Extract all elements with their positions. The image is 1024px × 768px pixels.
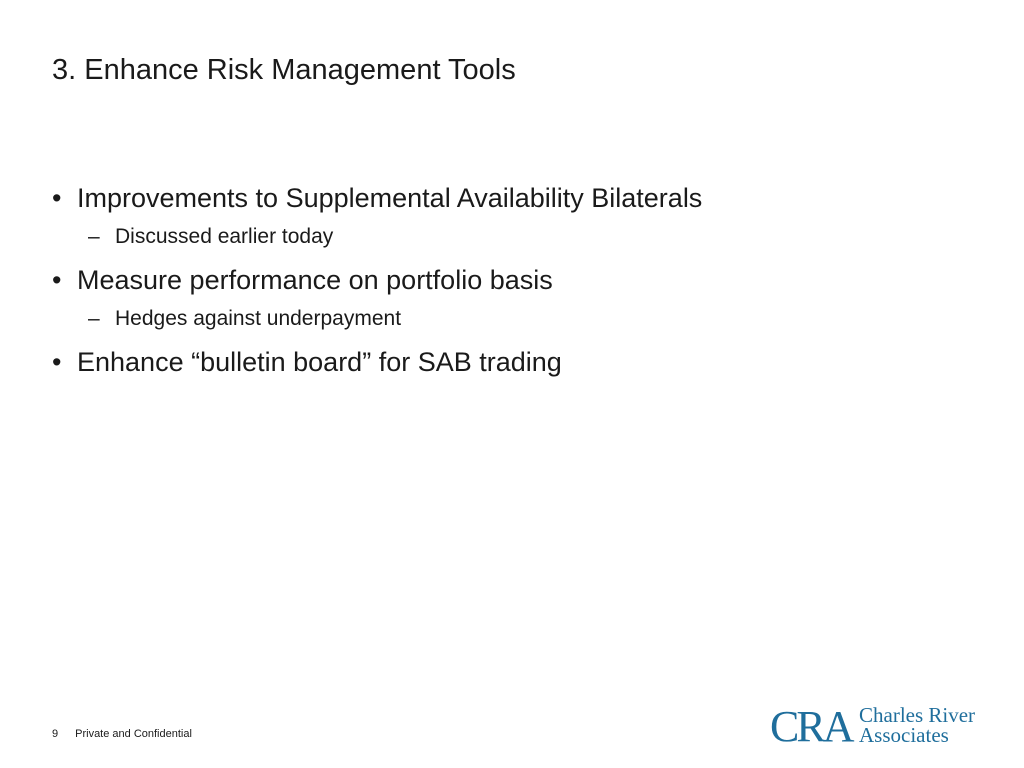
bullet-text: Improvements to Supplemental Availability Bilaterals xyxy=(77,183,703,213)
sub-bullet-text: Hedges against underpayment xyxy=(115,307,402,330)
cra-logo xyxy=(770,703,975,745)
sub-bullet-item xyxy=(88,304,952,334)
bullet-text: Measure performance on portfolio basis xyxy=(77,265,553,295)
bullet-text: Enhance “bulletin board” for SAB trading xyxy=(77,347,562,377)
bullet-item xyxy=(52,180,952,216)
slide-body xyxy=(52,180,952,380)
sub-bullet-marker: – xyxy=(88,307,100,330)
sub-bullet-marker: – xyxy=(88,225,100,248)
bullet-marker: • xyxy=(52,265,62,295)
slide-title: 3. Enhance Risk Management Tools xyxy=(52,54,516,86)
sub-bullet-text: Discussed earlier today xyxy=(115,225,334,248)
slide-footer xyxy=(52,728,192,740)
bullet-marker: • xyxy=(52,183,62,213)
page-number: 9 xyxy=(52,728,59,740)
bullet-marker: • xyxy=(52,347,62,377)
bullet-item xyxy=(52,262,952,298)
logo-name-line2: Associates xyxy=(859,723,949,745)
bullet-item xyxy=(52,344,952,380)
logo-name-line1: Charles River xyxy=(859,703,975,727)
sub-bullet-item xyxy=(88,222,952,252)
footer-label: Private and Confidential xyxy=(75,728,192,740)
logo-monogram: CRA xyxy=(770,703,852,745)
